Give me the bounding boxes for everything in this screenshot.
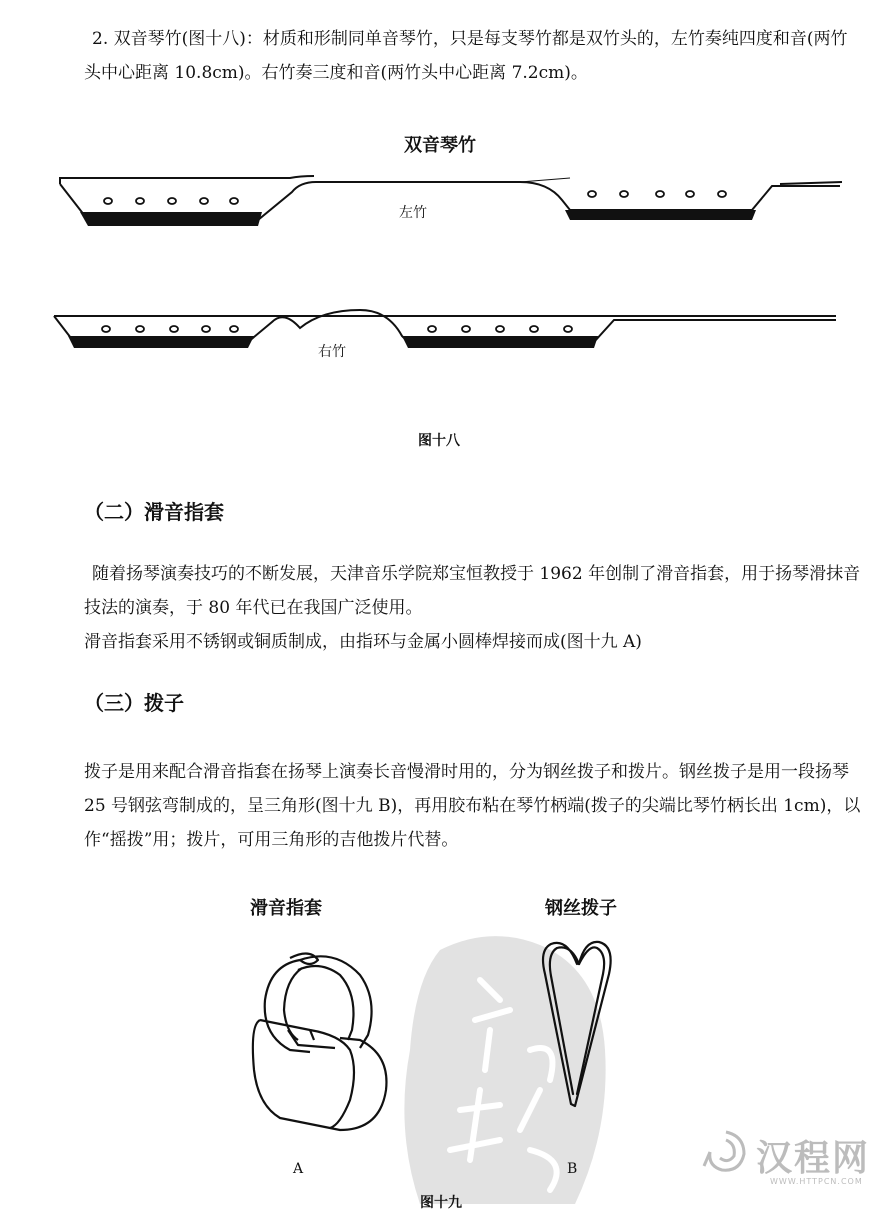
figure-18-title: 双音琴竹 [404, 135, 476, 156]
site-logo-icon [700, 1126, 752, 1178]
figure-19-label-b: B [567, 1161, 578, 1177]
right-stick-head-1 [68, 336, 254, 348]
left-stick-head-1 [80, 212, 262, 226]
figure-19-caption: 图十九 [420, 1195, 462, 1211]
site-watermark-url: WWW.HTTPCN.COM [770, 1177, 863, 1186]
right-stick-head-2 [402, 336, 598, 348]
figure-19-label-a: A [293, 1161, 304, 1177]
slide-finger-sleeve-paragraph-2: 滑音指套采用不锈钢或铜质制成，由指环与金属小圆棒焊接而成(图十九 A) [84, 632, 642, 652]
figure-18-caption: 图十八 [418, 433, 460, 449]
figure-19-a-title: 滑音指套 [250, 898, 322, 919]
figure-18-drawing [0, 170, 896, 410]
pick-heading: （三）拨子 [84, 691, 184, 715]
pick-paragraph: 拨子是用来配合滑音指套在扬琴上演奏长音慢滑时用的，分为钢丝拨子和拨片。钢丝拨子是用一段扬琴 25 号钢弦弯制成的，呈三角形(图十九 B)，再用胶布粘在琴竹柄端(拨子的尖端比琴竹柄长出 1cm)，以作“摇拨”用；拨片，可用三角形的吉他拨片代替。 [84, 762, 861, 850]
right-stick-label: 右竹 [318, 344, 346, 360]
site-watermark-brand: 汉程网 [756, 1138, 871, 1179]
right-stick-holes [102, 326, 572, 332]
slide-finger-sleeve-paragraph-1: 随着扬琴演奏技巧的不断发展，天津音乐学院郑宝恒教授于 1962 年创制了滑音指套，用于扬琴滑抹音技法的演奏，于 80 年代已在我国广泛使用。 [84, 564, 861, 618]
slide-finger-sleeve-heading: （二）滑音指套 [84, 500, 224, 524]
left-stick-head-2 [565, 210, 756, 220]
section-2-paragraph: 2. 双音琴竹(图十八)：材质和形制同单音琴竹，只是每支琴竹都是双竹头的，左竹奏纯四度和音(两竹头中心距离 10.8cm)。右竹奏三度和音(两竹头中心距离 7.2cm)。 [84, 29, 848, 83]
slide-finger-sleeve-drawing [240, 940, 400, 1140]
steel-wire-pick-drawing [535, 934, 625, 1114]
left-stick-label: 左竹 [399, 205, 427, 221]
figure-19-b-title: 钢丝拨子 [545, 898, 617, 919]
